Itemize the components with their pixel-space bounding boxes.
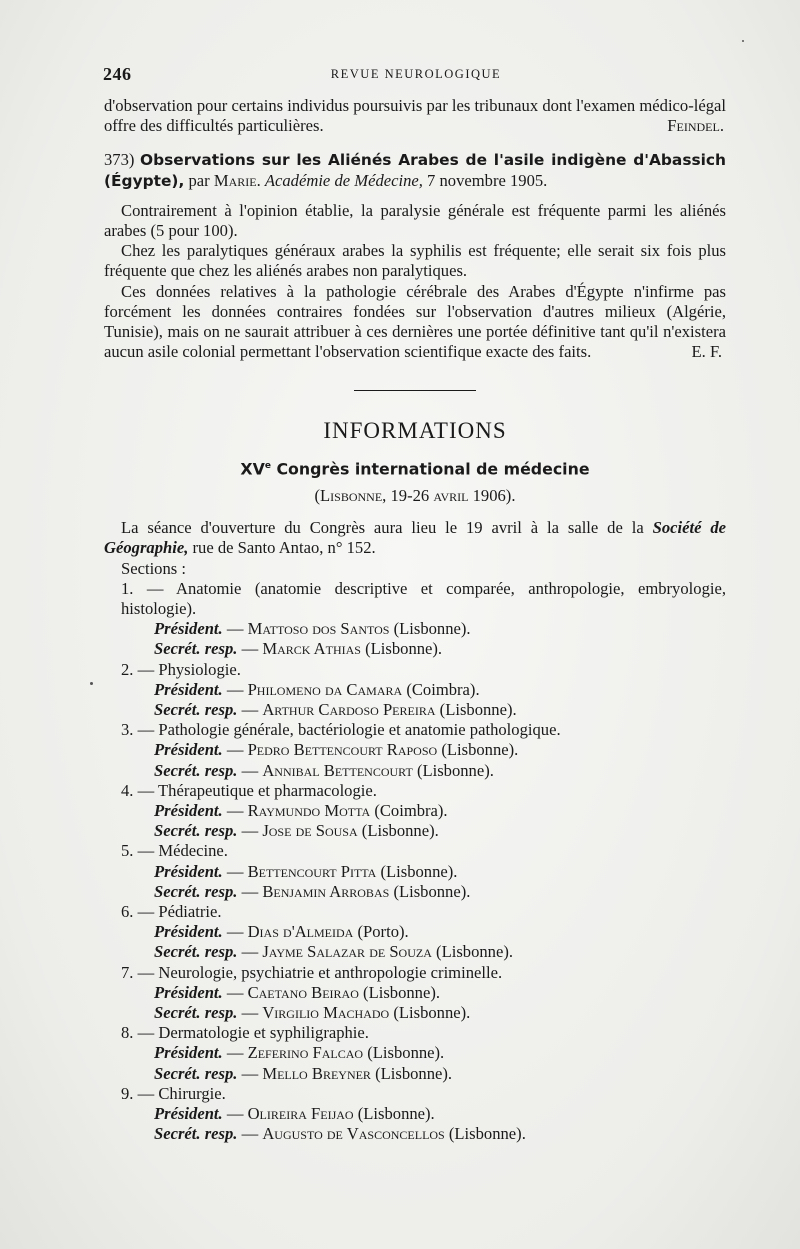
secretary-city: (Lisbonne). xyxy=(375,1063,453,1083)
running-title: REVUE NEUROLOGIQUE xyxy=(330,67,502,81)
section-name: Médecine. xyxy=(158,841,228,861)
abstract-paragraph-1: Contrairement à l'opinion établie, la paralysie générale est fréquente parmi les aliénés arabes (5 pour 100). xyxy=(104,200,726,241)
section-number: 8. xyxy=(121,1023,134,1043)
secretary-name: Jayme Salazar de Souza xyxy=(262,942,432,962)
section-number: 7. xyxy=(121,962,134,982)
abstract-paragraph-2: Chez les paralytiques généraux arabes la syphilis est fréquente; elle serait six fois plus fréquente que chez les aliénés arabes non paralytiques. xyxy=(104,241,726,281)
president-label: Président. xyxy=(154,740,223,760)
page-number: 246 xyxy=(103,64,132,84)
section-item xyxy=(104,841,726,902)
president-label: Président. xyxy=(154,1104,223,1124)
secretary-city: (Lisbonne). xyxy=(416,760,494,780)
abstract-date: 7 novembre 1905. xyxy=(427,170,548,190)
secretary-name: Arthur Cardoso Pereira xyxy=(262,699,436,719)
sections-label: Sections : xyxy=(121,558,186,578)
previous-entry-signature: Feindel. xyxy=(667,116,724,136)
president-city: (Coimbra). xyxy=(374,800,448,820)
section-item xyxy=(104,781,726,842)
section-president: Président. — Pedro Bettencourt Raposo (Lisbonne). xyxy=(154,740,519,760)
section-name: Chirurgie. xyxy=(158,1083,226,1103)
previous-entry-end xyxy=(104,96,726,136)
secretary-city: (Lisbonne). xyxy=(439,699,517,719)
abstract-author: Marie. xyxy=(213,170,261,190)
print-speck xyxy=(742,40,744,42)
abstract-source: Académie de Médecine, xyxy=(264,170,423,190)
section-name: Neurologie, psychiatrie et anthropologie criminelle. xyxy=(158,962,503,982)
sections-list xyxy=(104,579,726,1145)
section-name: Dermatologie et syphiligraphie. xyxy=(158,1023,369,1043)
president-name: Pedro Bettencourt Raposo xyxy=(247,740,438,760)
secretary-label: Secrét. resp. xyxy=(154,881,238,901)
president-label: Président. xyxy=(154,800,223,820)
secretary-name: Mello Breyner xyxy=(262,1063,371,1083)
section-secretary: Secrét. resp. — Virgilio Machado (Lisbonne). xyxy=(154,1003,471,1022)
president-name: Bettencourt Pitta xyxy=(247,861,377,881)
section-president: Président. — Bettencourt Pitta (Lisbonne). xyxy=(154,861,458,881)
secretary-city: (Lisbonne). xyxy=(436,942,514,962)
president-name: Raymundo Motta xyxy=(247,800,371,820)
section-president: Président. — Zeferino Falcao (Lisbonne). xyxy=(154,1043,445,1063)
president-name: Philomeno da Camara xyxy=(247,679,403,699)
section-heading: 3. — Pathologie générale, bactériologie et anatomie pathologique. xyxy=(121,720,561,740)
president-label: Président. xyxy=(154,679,223,699)
section-item xyxy=(104,1023,726,1084)
secretary-label: Secrét. resp. xyxy=(154,1124,238,1144)
section-name: Pédiatrie. xyxy=(158,901,222,921)
section-president: Président. — Mattoso dos Santos (Lisbonne). xyxy=(154,619,471,639)
section-secretary: Secrét. resp. — Augusto de Vasconcellos (Lisbonne). xyxy=(154,1124,526,1144)
section-number: 6. xyxy=(121,901,134,921)
secretary-label: Secrét. resp. xyxy=(154,821,238,841)
congress-intro: La séance d'ouverture du Congrès aura lieu le 19 avril à la salle de la Société de Géographie, rue de Santo Antao, n° 152. xyxy=(104,518,726,558)
section-president: Président. — Caetano Beirao (Lisbonne). xyxy=(154,982,441,1002)
president-city: (Porto). xyxy=(357,922,409,942)
abstract-by: par xyxy=(188,170,210,190)
page-header xyxy=(103,64,729,86)
page-content xyxy=(104,96,726,1144)
congress-body xyxy=(104,518,726,1144)
section-heading: 2. — Physiologie. xyxy=(121,659,241,679)
abstract-signature: E. F. xyxy=(691,342,722,362)
congress-place: (Lisbonne, 19-26 avril 1906). xyxy=(314,485,516,505)
section-secretary: Secrét. resp. — Marck Athias (Lisbonne). xyxy=(154,639,443,659)
section-heading: 4. — Thérapeutique et pharmacologie. xyxy=(121,780,377,800)
abstract-heading xyxy=(104,150,726,190)
secretary-name: Marck Athias xyxy=(262,639,361,659)
president-label: Président. xyxy=(154,861,223,881)
secretary-label: Secrét. resp. xyxy=(154,942,238,962)
section-heading: 1. — Anatomie (anatomie descriptive et comparée, anthropologie, embryologie, histologie). xyxy=(121,578,726,618)
secretary-name: Annibal Bettencourt xyxy=(262,760,413,780)
abstract-number: 373) xyxy=(104,150,135,170)
section-number: 5. xyxy=(121,841,134,861)
section-president: Président. — Olireira Feijao (Lisbonne). xyxy=(154,1104,435,1124)
president-label: Président. xyxy=(154,1043,223,1063)
section-item xyxy=(104,579,726,660)
abstract-body xyxy=(104,201,726,363)
section-president: Président. — Dias d'Almeida (Porto). xyxy=(154,922,409,942)
secretary-label: Secrét. resp. xyxy=(154,1063,238,1083)
secretary-city: (Lisbonne). xyxy=(361,821,439,841)
section-number: 9. xyxy=(121,1083,134,1103)
section-name: Anatomie (anatomie descriptive et comparée, anthropologie, embryologie, histologie). xyxy=(121,578,726,618)
secretary-city: (Lisbonne). xyxy=(393,881,471,901)
section-secretary: Secrét. resp. — Arthur Cardoso Pereira (Lisbonne). xyxy=(154,699,517,719)
secretary-city: (Lisbonne). xyxy=(365,639,443,659)
section-item xyxy=(104,902,726,963)
print-speck xyxy=(90,682,93,685)
section-heading: 5. — Médecine. xyxy=(121,841,228,861)
president-name: Dias d'Almeida xyxy=(247,922,354,942)
congress-title: XVe Congrès international de médecine xyxy=(240,459,590,479)
section-number: 2. xyxy=(121,659,134,679)
secretary-label: Secrét. resp. xyxy=(154,760,238,780)
section-name: Pathologie générale, bactériologie et anatomie pathologique. xyxy=(158,720,561,740)
section-item xyxy=(104,963,726,1024)
informations-heading: INFORMATIONS xyxy=(323,418,507,444)
secretary-label: Secrét. resp. xyxy=(154,699,238,719)
section-secretary: Secrét. resp. — Benjamin Arrobas (Lisbonne). xyxy=(154,881,471,901)
president-city: (Lisbonne). xyxy=(367,1043,445,1063)
section-number: 1. xyxy=(121,578,134,598)
president-label: Président. xyxy=(154,982,223,1002)
secretary-name: Jose de Sousa xyxy=(262,821,358,841)
president-city: (Lisbonne). xyxy=(363,982,441,1002)
section-president: Président. — Raymundo Motta (Coimbra). xyxy=(154,800,448,820)
president-city: (Lisbonne). xyxy=(380,861,458,881)
president-label: Président. xyxy=(154,922,223,942)
section-heading: 8. — Dermatologie et syphiligraphie. xyxy=(121,1023,369,1043)
abstract-title: Observations sur les Aliénés Arabes de l'asile indigène d'Abassich (Égypte), xyxy=(104,151,726,190)
president-name: Caetano Beirao xyxy=(247,982,359,1002)
secretary-name: Virgilio Machado xyxy=(262,1003,390,1022)
section-heading: 9. — Chirurgie. xyxy=(121,1083,226,1103)
section-item xyxy=(104,660,726,721)
section-secretary: Secrét. resp. — Jose de Sousa (Lisbonne). xyxy=(154,821,439,841)
section-name: Physiologie. xyxy=(158,659,241,679)
secretary-label: Secrét. resp. xyxy=(154,639,238,659)
president-label: Président. xyxy=(154,619,223,639)
president-city: (Lisbonne). xyxy=(357,1104,435,1124)
abstract-paragraph-3: Ces données relatives à la pathologie cérébrale des Arabes d'Égypte n'infirme pas forcément les données contraires fondées sur l'observation d'autres milieux (Algérie, Tunisie), mais on ne saurait attribuer à ces dernières une portée définitive tant qu'il n'existera aucun asile colonial permettant l'observation scientifique exacte des faits. E. F. xyxy=(104,281,726,362)
section-heading: 6. — Pédiatrie. xyxy=(121,901,222,921)
section-divider xyxy=(354,390,476,391)
section-secretary: Secrét. resp. — Annibal Bettencourt (Lisbonne). xyxy=(154,760,494,780)
secretary-name: Augusto de Vasconcellos xyxy=(262,1124,445,1144)
president-name: Mattoso dos Santos xyxy=(247,619,390,639)
president-city: (Lisbonne). xyxy=(441,740,519,760)
president-city: (Lisbonne). xyxy=(393,619,471,639)
section-item xyxy=(104,720,726,781)
section-number: 4. xyxy=(121,780,134,800)
section-item xyxy=(104,1084,726,1145)
previous-entry-text: d'observation pour certains individus poursuivis par les tribunaux dont l'examen médico-légal offre des difficultés particulières. xyxy=(104,96,726,136)
section-secretary: Secrét. resp. — Jayme Salazar de Souza (Lisbonne). xyxy=(154,942,514,962)
section-heading: 7. — Neurologie, psychiatrie et anthropologie criminelle. xyxy=(121,962,503,982)
president-city: (Coimbra). xyxy=(406,679,480,699)
president-name: Olireira Feijao xyxy=(247,1104,354,1124)
secretary-city: (Lisbonne). xyxy=(448,1124,526,1144)
secretary-name: Benjamin Arrobas xyxy=(262,881,390,901)
president-name: Zeferino Falcao xyxy=(247,1043,364,1063)
society-name: Société de Géographie, xyxy=(104,518,726,558)
section-number: 3. xyxy=(121,720,134,740)
secretary-label: Secrét. resp. xyxy=(154,1003,238,1022)
section-secretary: Secrét. resp. — Mello Breyner (Lisbonne). xyxy=(154,1063,453,1083)
section-president: Président. — Philomeno da Camara (Coimbra). xyxy=(154,679,480,699)
secretary-city: (Lisbonne). xyxy=(393,1003,471,1022)
section-name: Thérapeutique et pharmacologie. xyxy=(158,780,377,800)
